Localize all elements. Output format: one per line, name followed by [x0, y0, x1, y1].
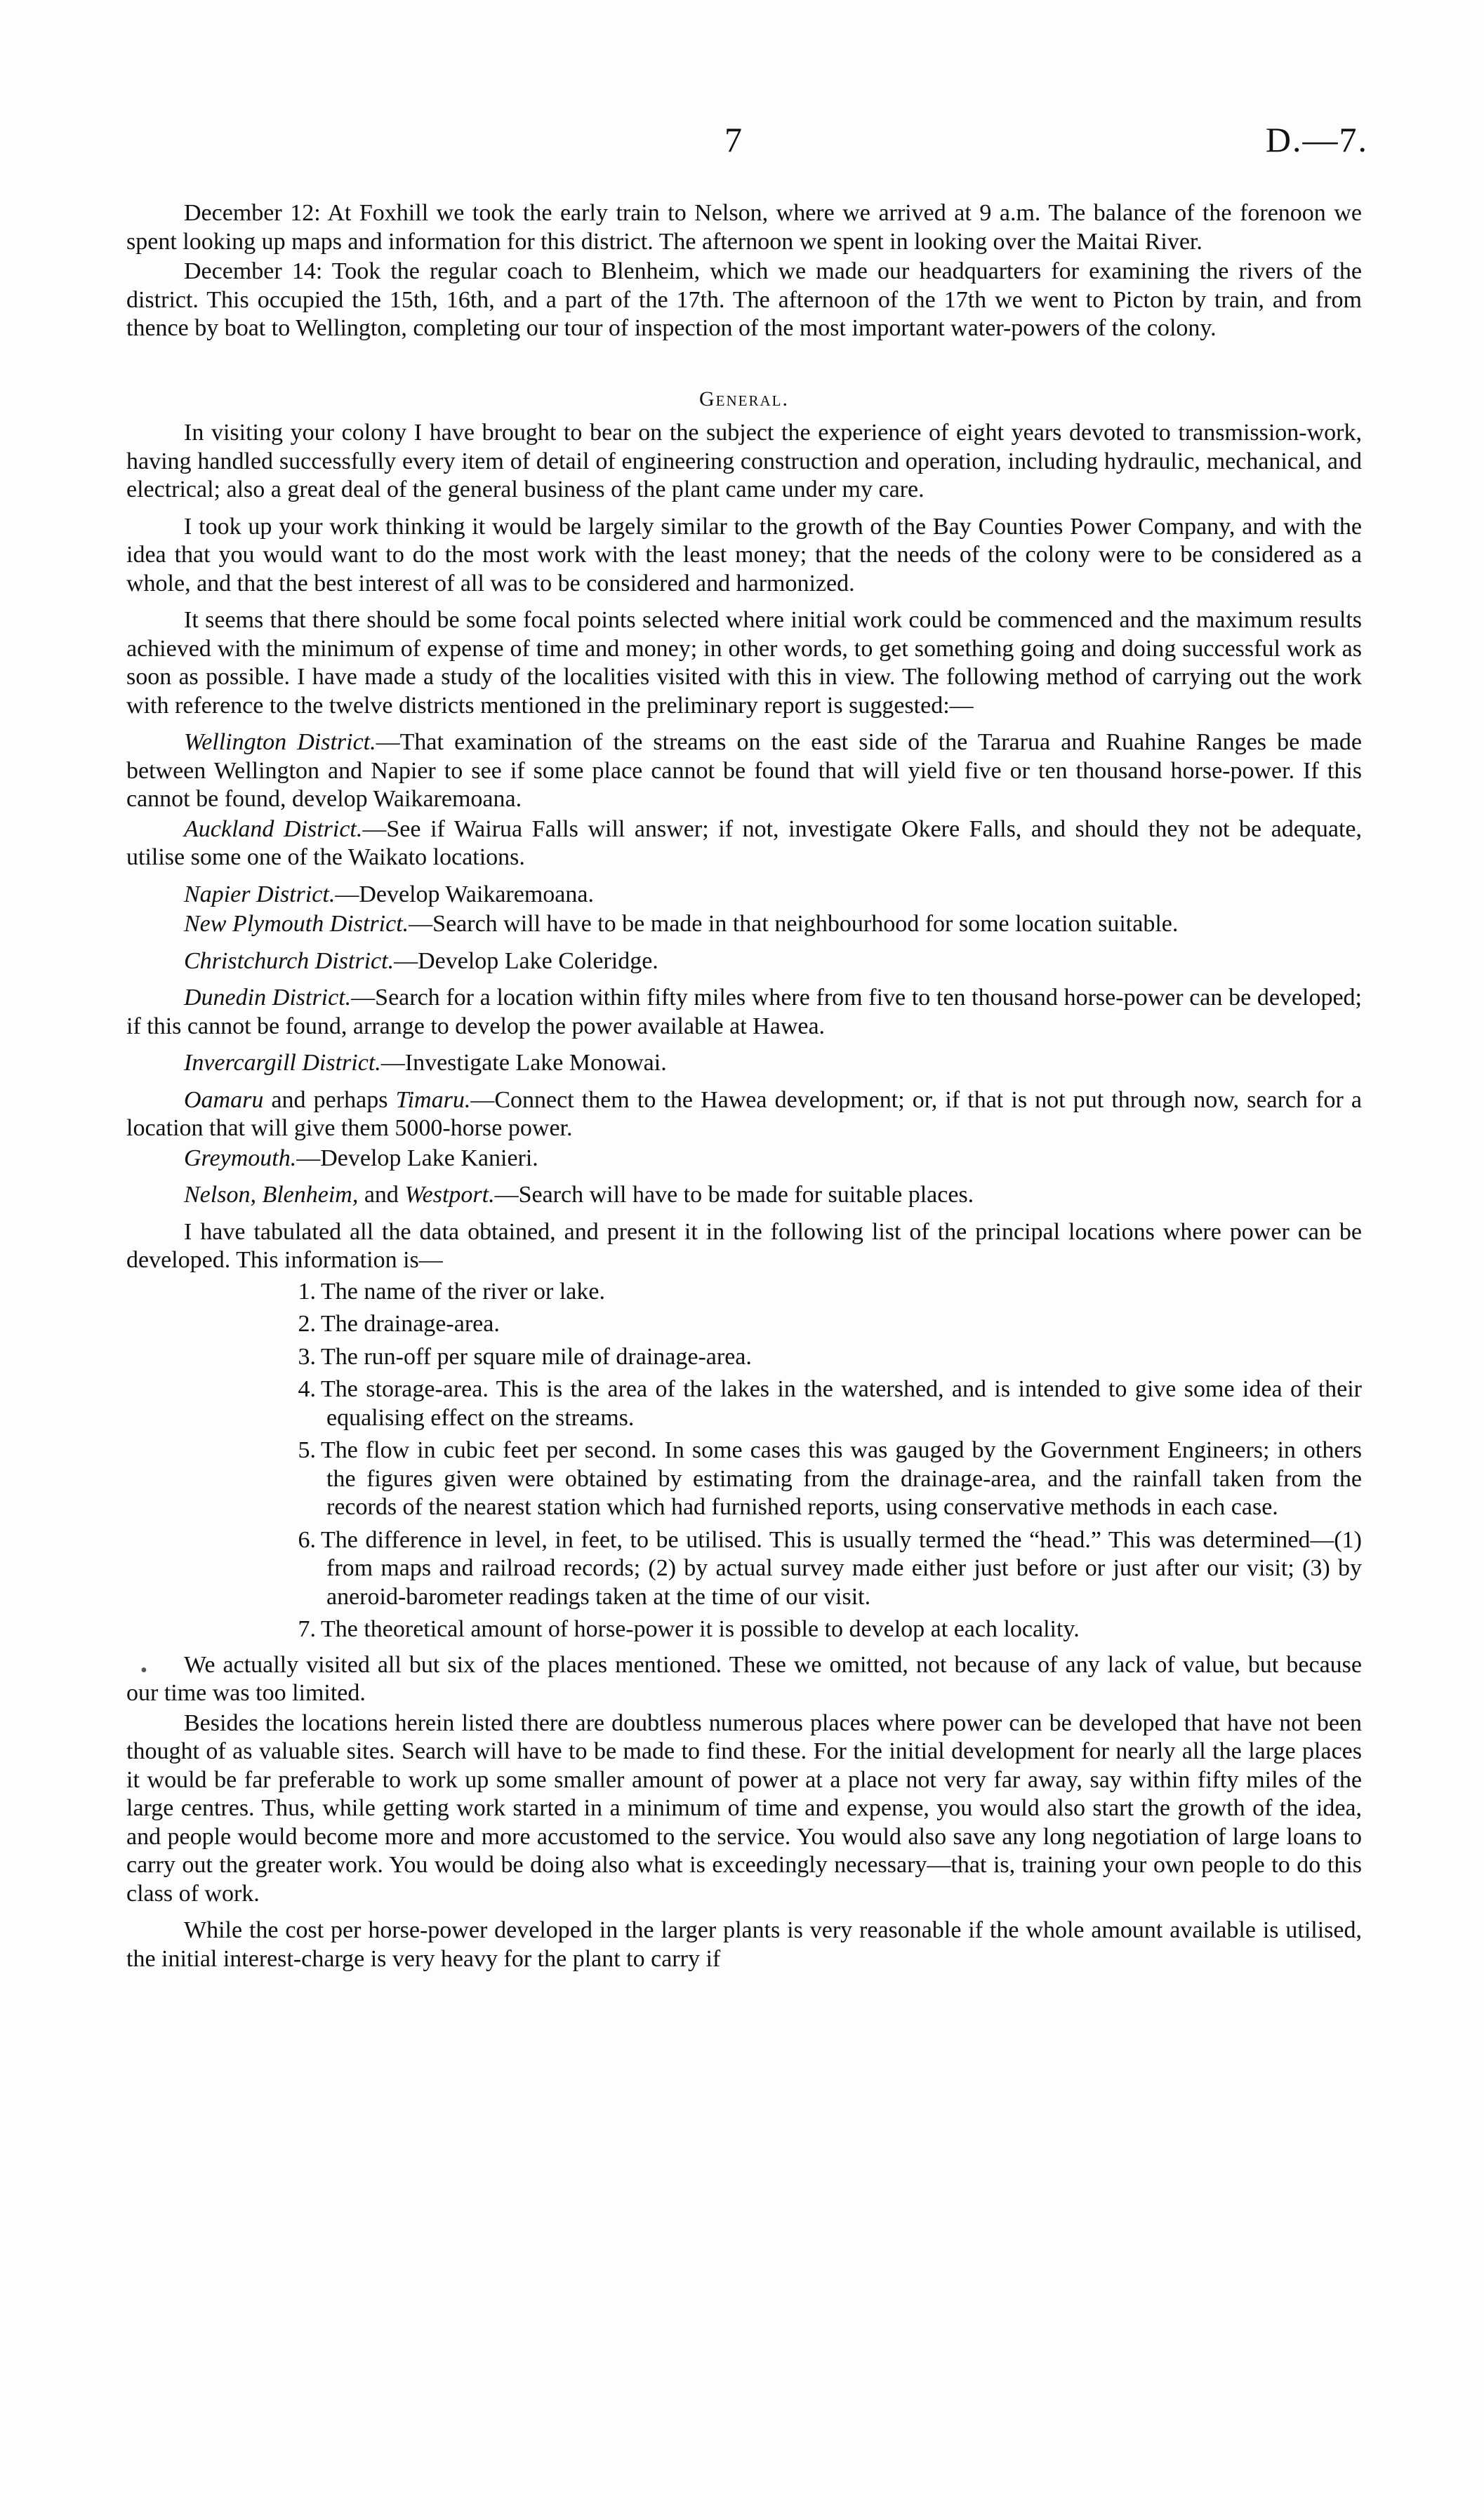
district-name: Christchurch District. [184, 947, 395, 974]
paragraph-experience: In visiting your colony I have brought to bear on the subject the experience of eight years devoted to transmission-work, having handled successfully every item of detail of engineering construction and operation, including hydraulic, mechanical, and electrical; also a great deal of the general business of the plant came under my care. [126, 420, 1362, 502]
district-text: —See if Wairua Falls will answer; if not, investigate Okere Falls, and should they not be adequate, utilise some one of the Waikato locations. [126, 815, 1362, 870]
district-connector: and [358, 1182, 405, 1208]
print-speck-mark: • [140, 1660, 147, 1681]
paragraph-december-14 [126, 258, 1362, 343]
district-name-second: Westport. [404, 1182, 495, 1208]
body-text [126, 199, 1362, 1982]
list-number: 4. [298, 1376, 316, 1402]
district-name: Wellington District. [184, 729, 376, 755]
list-number: 5. [298, 1437, 316, 1463]
district-name: Napier District. [184, 881, 336, 907]
list-text: The run-off per square mile of drainage-area. [321, 1343, 752, 1370]
district-text: —Search will have to be made in that neighbourhood for some location suitable. [409, 911, 1179, 937]
list-text: The storage-area. This is the area of the lakes in the watershed, and is intended to give some idea of their equalising effect on the streams. [321, 1376, 1362, 1431]
list-item [126, 1343, 1362, 1372]
district-christchurch [126, 947, 1362, 976]
list-number: 1. [298, 1278, 316, 1305]
district-name: Dunedin District. [184, 985, 352, 1011]
date-december-12: December 12 [184, 200, 314, 226]
list-number: 7. [298, 1616, 316, 1642]
district-name: Nelson, Blenheim, [184, 1182, 359, 1208]
paragraph-visited: We actually visited all but six of the places mentioned. These we omitted, not because of any lack of value, but because our time was too limited. [126, 1651, 1362, 1706]
list-number: 2. [298, 1311, 316, 1337]
page-header [0, 119, 1484, 161]
district-text: —Search will have to be made for suitable places. [494, 1182, 974, 1208]
district-text: —Investigate Lake Monowai. [380, 1050, 667, 1076]
list-item [126, 1436, 1362, 1522]
district-text: —Develop Lake Coleridge. [394, 947, 658, 974]
district-name: Oamaru [184, 1086, 264, 1113]
district-napier [126, 881, 1362, 909]
list-number: 3. [298, 1343, 316, 1370]
paragraph-text: : Took the regular coach to Blenheim, which we made our headquarters for examining the rivers of the district. This occupied the 15th, 16th, and a part of the 17th. The afternoon of the 17th we went to Picton by train, and from thence by boat to Wellington, completing our tour of inspection of the most important water-powers of the colony. [126, 258, 1362, 341]
paragraph-december-12 [126, 199, 1362, 256]
paragraph-text: : At Foxhill we took the early train to Nelson, where we arrived at 9 a.m. The balance of the forenoon we spent looking up maps and information for this district. The afternoon we spent in looking over the Maitai River. [126, 200, 1362, 255]
district-text: —Search for a location within fifty miles where from five to ten thousand horse-power can be developed; if this cannot be found, arrange to develop the power available at Hawea. [126, 985, 1363, 1039]
district-name: Invercargill District. [184, 1050, 381, 1076]
list-item [126, 1375, 1362, 1432]
district-wellington [126, 728, 1362, 814]
district-oamaru-timaru [126, 1086, 1362, 1143]
list-item [126, 1278, 1362, 1307]
list-item [126, 1615, 1362, 1644]
paragraph-focal-points: It seems that there should be some focal points selected where initial work could be commenced and the maximum results achieved with the minimum of expense of time and money; in other words, to get something going and doing successful work as soon as possible. I have made a study of the localities visited with this in view. The following method of carrying out the work with reference to the twelve districts mentioned in the preliminary report is suggested:— [126, 607, 1362, 719]
list-item [126, 1526, 1362, 1612]
district-text: —That examination of the streams on the east side of the Tararua and Ruahine Ranges be made between Wellington and Napier to see if some place cannot be found that will yield five or ten thousand horse-power. If this cannot be found, develop Waikaremoana. [126, 729, 1362, 812]
district-auckland [126, 815, 1362, 872]
district-dunedin [126, 984, 1362, 1041]
district-invercargill [126, 1049, 1362, 1078]
district-text: —Develop Waikaremoana. [335, 881, 594, 907]
paragraph-cost-per-horse-power: While the cost per horse-power developed in the larger plants is very reasonable if the whole amount available is utilised, the initial interest-charge is very heavy for the plant to carry if [126, 1917, 1362, 1972]
district-greymouth [126, 1145, 1362, 1173]
district-name: Greymouth. [184, 1145, 297, 1171]
list-text: The difference in level, in feet, to be utilised. This is usually termed the “head.” This was determined—(1) from maps and railroad records; (2) by actual survey made either just before or just after our visit; (3) by aneroid-barometer readings taken at the time of our visit. [321, 1526, 1362, 1610]
list-text: The drainage-area. [321, 1311, 500, 1337]
list-text: The name of the river or lake. [321, 1278, 605, 1305]
district-text: —Connect them to the Hawea development; or, if that is not put through now, search for a location that will give them 5000-horse power. [126, 1086, 1363, 1141]
section-heading: General. [699, 387, 789, 411]
district-name: Auckland District. [184, 815, 363, 842]
page-number: 7 [724, 120, 742, 159]
date-december-14: December 14 [184, 258, 316, 284]
paragraph-tabulated: I have tabulated all the data obtained, and present it in the following list of the principal locations where power can be developed. This information is— [126, 1218, 1362, 1273]
document-reference: D.—7. [1265, 120, 1368, 159]
list-text: The flow in cubic feet per second. In some cases this was gauged by the Government Engineers; in others the figures given were obtained by estimating from the drainage-area, and the rainfall taken from the records of the nearest station which had furnished reports, using conservative methods in each case. [321, 1437, 1362, 1520]
district-text: —Develop Lake Kanieri. [296, 1145, 538, 1171]
district-name-second: Timaru. [395, 1086, 471, 1113]
list-text: The theoretical amount of horse-power it is possible to develop at each locality. [321, 1616, 1080, 1642]
list-number: 6. [298, 1526, 316, 1553]
information-list [126, 1278, 1362, 1644]
list-item [126, 1310, 1362, 1339]
district-nelson-blenheim-westport [126, 1181, 1362, 1210]
paragraph-bay-counties: I took up your work thinking it would be largely similar to the growth of the Bay Counties Power Company, and with the idea that you would want to do the most work with the least money; that the needs of the colony were to be considered as a whole, and that the best interest of all was to be considered and harmonized. [126, 513, 1362, 596]
district-new-plymouth [126, 910, 1362, 939]
district-connector: and perhaps [263, 1086, 396, 1113]
paragraph-besides-locations: Besides the locations herein listed there are doubtless numerous places where power can be developed that have not been thought of as valuable sites. Search will have to be made to find these. For the initial development for nearly all the large places it would be far preferable to work up some smaller amount of power at a place not very far away, say within fifty miles of the large centres. Thus, while getting work started in a minimum of time and expense, you would also start the growth of the idea, and people would become more and more accustomed to the service. You would also save any long negotiation of large loans to carry out the greater work. You would be doing also what is exceedingly necessary—that is, training your own people to do this class of work. [126, 1709, 1362, 1907]
district-name: New Plymouth District. [184, 911, 409, 937]
